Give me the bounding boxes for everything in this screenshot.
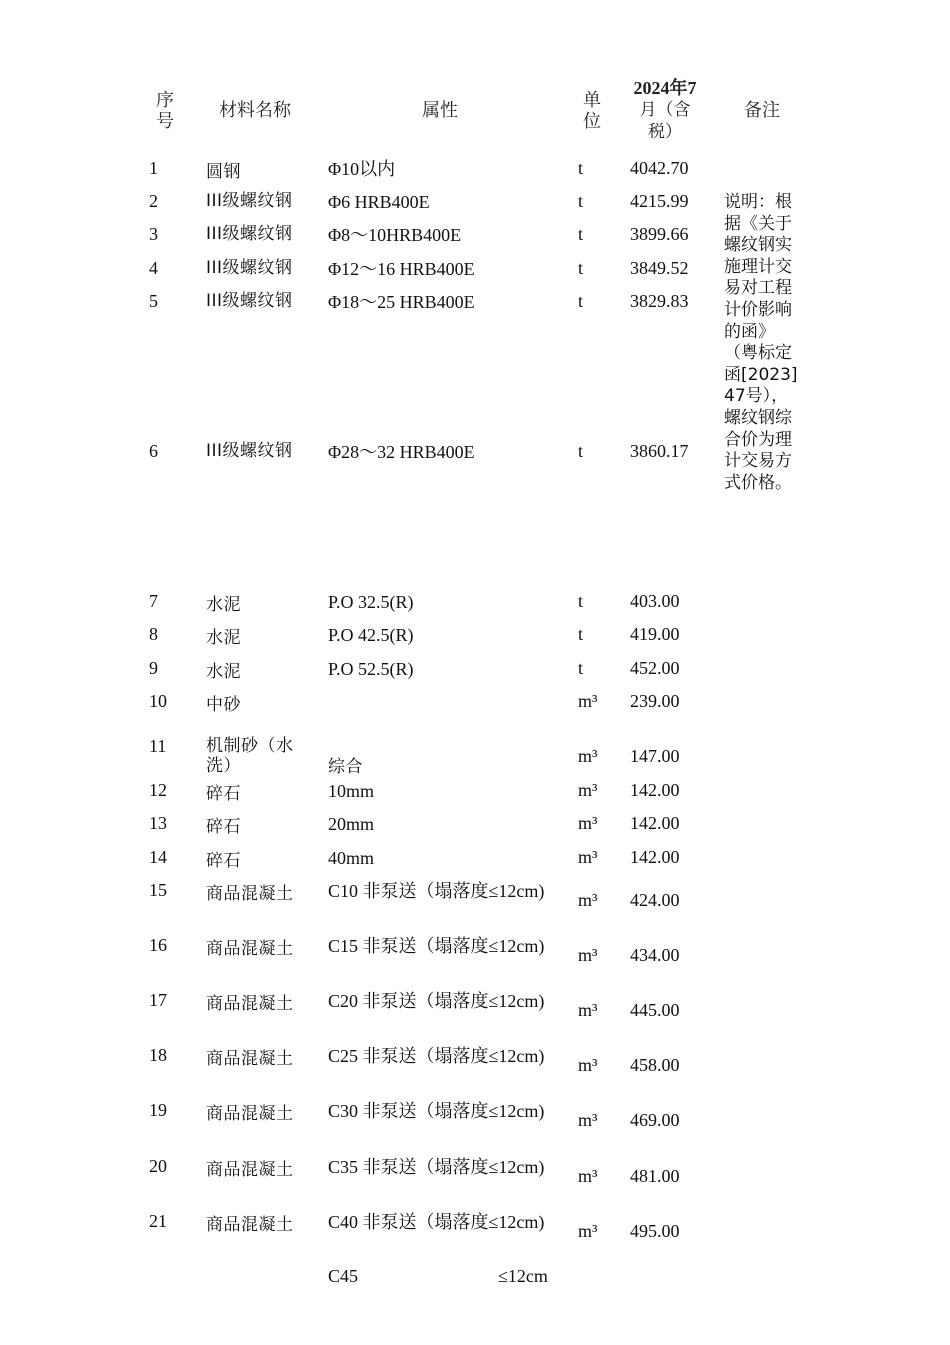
row-seq: 4: [149, 258, 158, 278]
row-name: 商品混凝土: [206, 1104, 294, 1124]
row-unit: t: [578, 191, 584, 211]
row-name: 碎石: [206, 851, 241, 871]
row-seq: 14: [149, 847, 167, 867]
row-price: 142.00: [630, 780, 680, 800]
row-price: 445.00: [630, 1000, 680, 1020]
row-name: III级螺纹钢: [206, 224, 293, 244]
row-unit: m³: [578, 890, 598, 910]
row-attr: 10mm: [328, 781, 375, 801]
row-attr: C15 非泵送（塌落度≤12cm): [328, 936, 545, 956]
row-seq: 1: [149, 158, 158, 178]
row-unit: m³: [578, 945, 598, 965]
row-seq: 9: [149, 658, 158, 678]
header-price-year: 2024年7: [633, 78, 697, 98]
row-unit: m³: [578, 780, 598, 800]
row-attr: C10 非泵送（塌落度≤12cm): [328, 881, 545, 901]
row-attr: C20 非泵送（塌落度≤12cm): [328, 991, 545, 1011]
row-name: 水泥: [206, 595, 241, 615]
row-seq: 7: [149, 591, 158, 611]
row-price: 4215.99: [630, 191, 689, 211]
row-name: 商品混凝土: [206, 1049, 294, 1069]
row-attr: P.O 32.5(R): [328, 592, 414, 612]
row-attr: 综合: [328, 757, 363, 777]
row-name: 碎石: [206, 784, 241, 804]
row-seq: 12: [149, 780, 167, 800]
row-unit: t: [578, 441, 584, 461]
row-name: 中砂: [206, 695, 241, 715]
row-name: 水泥: [206, 662, 241, 682]
row-unit: m³: [578, 847, 598, 867]
row-seq: 21: [149, 1211, 167, 1231]
header-note: 备注: [744, 100, 780, 121]
row-name: III级螺纹钢: [206, 191, 293, 211]
row-price: 142.00: [630, 847, 680, 867]
row-name: 商品混凝土: [206, 939, 294, 959]
row-unit: m³: [578, 1055, 598, 1075]
row-name: 商品混凝土: [206, 1160, 294, 1180]
row-seq: 16: [149, 935, 167, 955]
row-unit: t: [578, 158, 584, 178]
row-attr: Φ28～32 HRB400E: [328, 442, 475, 462]
row-attr: P.O 52.5(R): [328, 659, 414, 679]
note-text: 说明：根据《关于螺纹钢实施理计交易对工程计价影响的函》（粤标定函[2023]47号），螺纹钢综合价为理计交易方式价格。: [724, 192, 798, 493]
row-price: 458.00: [630, 1055, 680, 1075]
header-seq: 序号: [156, 90, 174, 132]
row-seq: 3: [149, 224, 158, 244]
row-name: 水泥: [206, 628, 241, 648]
row-price: 142.00: [630, 813, 680, 833]
row-price: 147.00: [630, 746, 680, 766]
row-attr: Φ6 HRB400E: [328, 192, 430, 212]
row-seq: 11: [149, 736, 167, 756]
row-price: 481.00: [630, 1166, 680, 1186]
row-name: 商品混凝土: [206, 994, 294, 1014]
row-unit: t: [578, 591, 584, 611]
row-seq: 17: [149, 990, 167, 1010]
row-price: 403.00: [630, 591, 680, 611]
row-seq: 10: [149, 691, 167, 711]
row-name: 商品混凝土: [206, 1215, 294, 1235]
row-unit: m³: [578, 1000, 598, 1020]
header-name: 材料名称: [219, 100, 291, 121]
row-unit: t: [578, 291, 584, 311]
row-price: 3829.83: [630, 291, 689, 311]
row-seq: 18: [149, 1045, 167, 1065]
row-attr: C35 非泵送（塌落度≤12cm): [328, 1157, 545, 1177]
header-attr: 属性: [422, 100, 458, 121]
header-price: [628, 78, 702, 143]
row-unit: m³: [578, 746, 598, 766]
row-unit: m³: [578, 1110, 598, 1130]
row-name: 商品混凝土: [206, 884, 294, 904]
row-unit: t: [578, 224, 584, 244]
header-unit: 单位: [583, 90, 601, 132]
row-price: 495.00: [630, 1221, 680, 1241]
row-price: 424.00: [630, 890, 680, 910]
row-price: 3860.17: [630, 441, 689, 461]
row-price: 452.00: [630, 658, 680, 678]
row-name: 圆钢: [206, 162, 241, 182]
row-seq: 13: [149, 813, 167, 833]
row-attr: 20mm: [328, 814, 375, 834]
row-price: 3849.52: [630, 258, 689, 278]
partial-row-attr-a: C45: [328, 1266, 359, 1286]
row-attr: Φ8～10HRB400E: [328, 225, 462, 245]
partial-row-attr-b: ≤12cm: [498, 1266, 548, 1286]
row-attr: 40mm: [328, 848, 375, 868]
row-name: III级螺纹钢: [206, 258, 293, 278]
row-attr: P.O 42.5(R): [328, 625, 414, 645]
row-unit: m³: [578, 691, 598, 711]
row-price: 419.00: [630, 624, 680, 644]
row-seq: 19: [149, 1100, 167, 1120]
row-price: 239.00: [630, 691, 680, 711]
row-seq: 2: [149, 191, 158, 211]
row-attr: C30 非泵送（塌落度≤12cm): [328, 1101, 545, 1121]
row-seq: 5: [149, 291, 158, 311]
row-price: 434.00: [630, 945, 680, 965]
row-unit: m³: [578, 813, 598, 833]
row-unit: t: [578, 258, 584, 278]
row-name: 机制砂（水洗）: [206, 736, 294, 776]
row-attr: Φ18～25 HRB400E: [328, 292, 475, 312]
row-unit: t: [578, 658, 584, 678]
row-name: III级螺纹钢: [206, 291, 293, 311]
row-attr: C40 非泵送（塌落度≤12cm): [328, 1212, 545, 1232]
row-unit: m³: [578, 1166, 598, 1186]
row-seq: 6: [149, 441, 158, 461]
row-unit: m³: [578, 1221, 598, 1241]
row-attr: Φ12～16 HRB400E: [328, 259, 475, 279]
row-attr: Φ10以内: [328, 159, 396, 179]
header-price-suffix: 月（含税）: [639, 100, 691, 142]
row-name: 碎石: [206, 817, 241, 837]
row-seq: 15: [149, 880, 167, 900]
row-price: 4042.70: [630, 158, 689, 178]
row-unit: t: [578, 624, 584, 644]
row-name: III级螺纹钢: [206, 441, 293, 461]
row-seq: 8: [149, 624, 158, 644]
row-seq: 20: [149, 1156, 167, 1176]
row-price: 469.00: [630, 1110, 680, 1130]
row-attr: C25 非泵送（塌落度≤12cm): [328, 1046, 545, 1066]
row-price: 3899.66: [630, 224, 689, 244]
